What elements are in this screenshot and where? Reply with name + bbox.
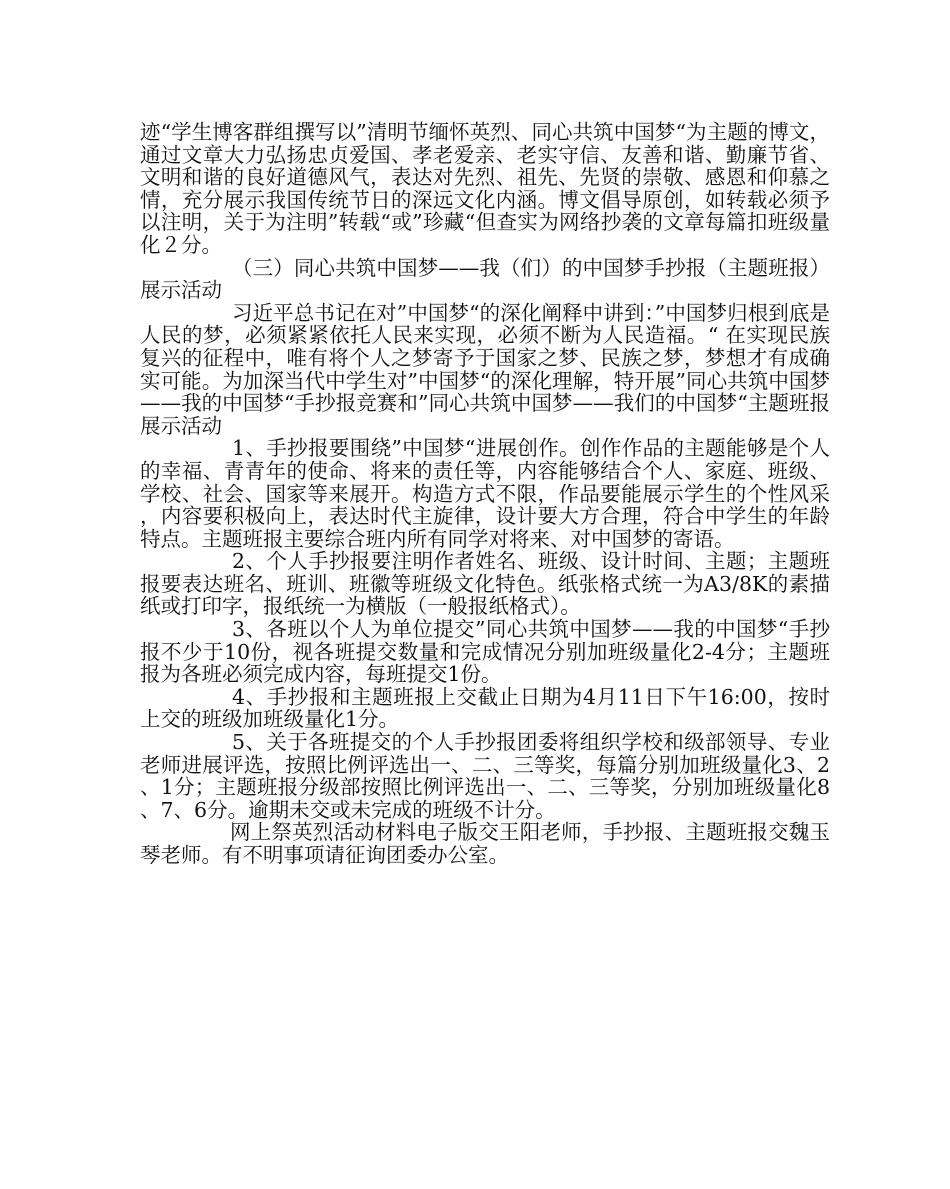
section-heading-3: （三）同心共筑中国梦——我（们）的中国梦手抄报（主题班报）展示活动 <box>140 255 830 303</box>
document-body <box>140 121 830 867</box>
paragraph-rule-4: 4、手抄报和主题班报上交截止日期为4月11日下午16:00，按时上交的班级加班级量化1分。 <box>140 684 830 732</box>
paragraph-blog-essay: 迹“学生博客群组撰写以”清明节缅怀英烈、同心共筑中国梦“为主题的博文，通过文章大力弘扬忠贞爱国、孝老爱亲、老实守信、友善和谐、勤廉节省、文明和谐的良好道德风气，表达对先烈、祖先、先贤的崇敬、感恩和仰慕之情，充分展示我国传统节日的深远文化内涵。博文倡导原创，如转载必须予以注明，关于为注明”转载“或”珍藏“但查实为网络抄袭的文章每篇扣班级量化２分。 <box>140 120 830 257</box>
paragraph-rule-5: 5、关于各班提交的个人手抄报团委将组织学校和级部领导、专业老师进展评选，按照比例评选出一、二、三等奖，每篇分别加班级量化3、2、1分；主题班报分级部按照比例评选出一、二、三等奖，分别加班级量化8、7、6分。逾期未交或未完成的班级不计分。 <box>140 730 830 822</box>
paragraph-submission-contacts: 网上祭英烈活动材料电子版交王阳老师，手抄报、主题班报交魏玉琴老师。有不明事项请征询团委办公室。 <box>140 820 830 867</box>
paragraph-rule-3: 3、各班以个人为单位提交”同心共筑中国梦——我的中国梦“手抄报不少于10份，视各班提交数量和完成情况分别加班级量化2-4分；主题班报为各班必须完成内容，每班提交1份。 <box>140 617 830 687</box>
paragraph-rule-1: 1、手抄报要围绕”中国梦“进展创作。创作作品的主题能够是个人的幸福、青青年的使命、将来的责任等，内容能够结合个人、家庭、班级、学校、社会、国家等来展开。构造方式不限，作品要能展示学生的个性风采，内容要积极向上，表达时代主旋律，设计要大方合理，符合中学生的年龄特点。主题班报主要综合班内所有同学对将来、对中国梦的寄语。 <box>140 436 830 551</box>
paragraph-rule-2: 2、个人手抄报要注明作者姓名、班级、设计时间、主题；主题班报要表达班名、班训、班徽等班级文化特色。纸张格式统一为A3/8K的素描纸或打印字，报纸统一为横版（一般报纸格式）。 <box>140 549 830 619</box>
paragraph-intro-chinese-dream: 习近平总书记在对”中国梦“的深化阐释中讲到：”中国梦归根到底是人民的梦，必须紧紧依托人民来实现，必须不断为人民造福。“ 在实现民族复兴的征程中，唯有将个人之梦寄予于国家之梦、民族之梦，梦想才有成确实可能。为加深当代中学生对”中国梦“的深化理解，特开展”同心共筑中国梦——我的中国梦“手抄报竞赛和”同心共筑中国梦——我们的中国梦“主题班报展示活动 <box>140 300 830 438</box>
